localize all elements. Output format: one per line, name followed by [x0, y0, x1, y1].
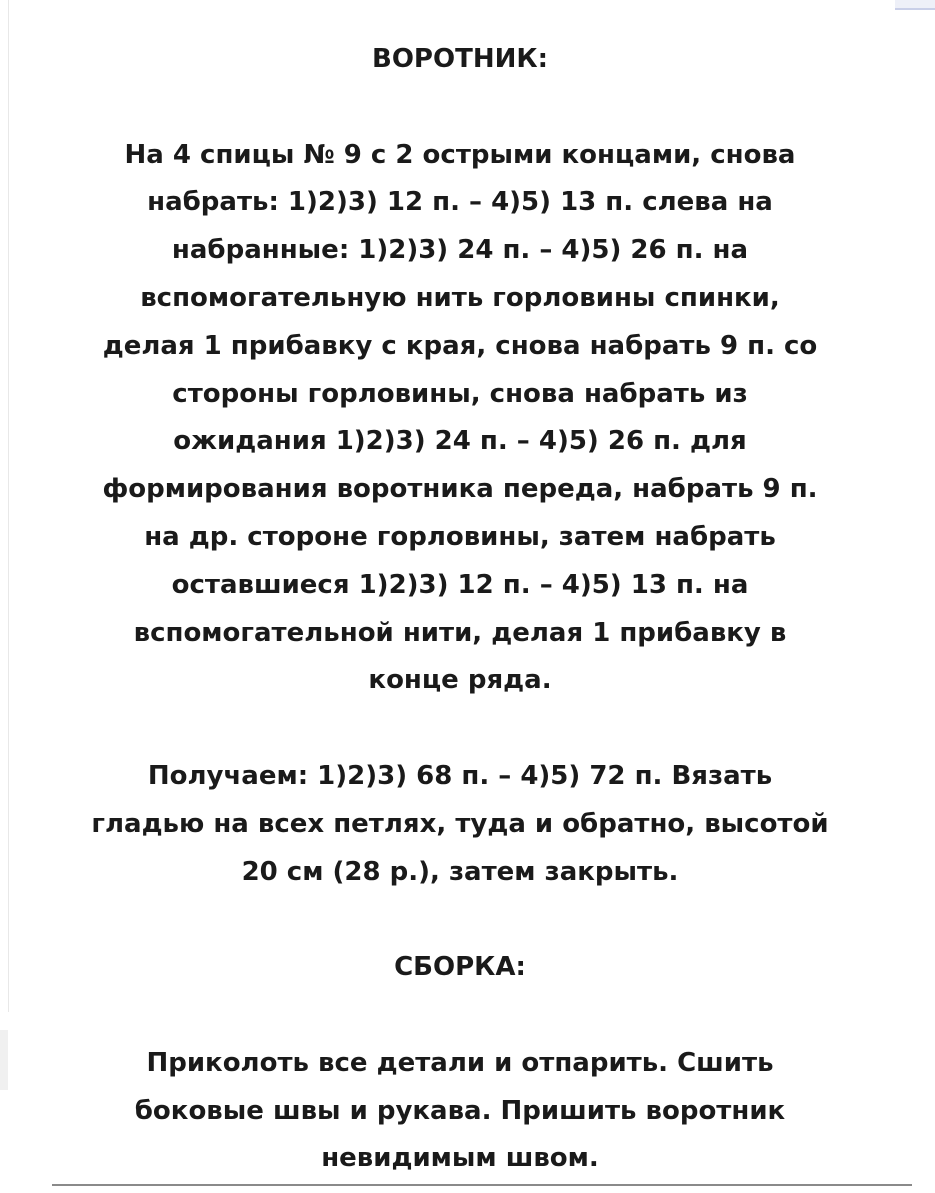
paragraph-gap [30, 896, 890, 944]
collar-line: стороны горловины, снова набрать из [172, 378, 748, 409]
corner-marker [895, 0, 935, 10]
collar-line: набранные: 1)2)3) 24 п. – 4)5) 26 п. на [171, 235, 749, 266]
collar-line: На 4 спицы № 9 с 2 острыми концами, снова [124, 139, 796, 170]
result-line: Получаем: 1)2)3) 68 п. – 4)5) 72 п. Вязать [147, 760, 773, 791]
result-line: 20 см (28 р.), затем закрыть. [241, 856, 679, 887]
paragraph-gap [30, 992, 890, 1040]
collar-line: на др. стороне горловины, затем набрать [144, 521, 776, 552]
collar-line: ожидания 1)2)3) 24 п. – 4)5) 26 п. для [173, 426, 747, 457]
section-heading-assembly: СБОРКА: [394, 952, 526, 983]
section-heading-collar: ВОРОТНИК: [372, 44, 548, 74]
result-line: гладью на всех петлях, туда и обратно, высотой [91, 808, 829, 839]
collar-line: вспомогательную нить горловины спинки, [140, 282, 780, 313]
collar-line: конце ряда. [368, 665, 552, 696]
paragraph-gap [30, 84, 890, 132]
collar-line: набрать: 1)2)3) 12 п. – 4)5) 13 п. слева на [147, 187, 773, 218]
collar-line: вспомогательной нити, делая 1 прибавку в [133, 617, 787, 648]
collar-line: оставшиеся 1)2)3) 12 п. – 4)5) 13 п. на [171, 569, 749, 600]
collar-line: формирования воротника переда, набрать 9 п. [102, 474, 818, 505]
assembly-line: Приколоть все детали и отпарить. Сшить [146, 1047, 774, 1078]
assembly-line: боковые швы и рукава. Пришить воротник [134, 1095, 786, 1126]
collar-line: делая 1 прибавку с края, снова набрать 9 п. со [102, 330, 818, 361]
page-edge [8, 0, 9, 1012]
assembly-line: невидимым швом. [321, 1143, 599, 1174]
bottom-divider [52, 1184, 912, 1186]
side-marker [0, 1030, 8, 1090]
document-body [30, 36, 890, 1183]
paragraph-gap [30, 705, 890, 753]
